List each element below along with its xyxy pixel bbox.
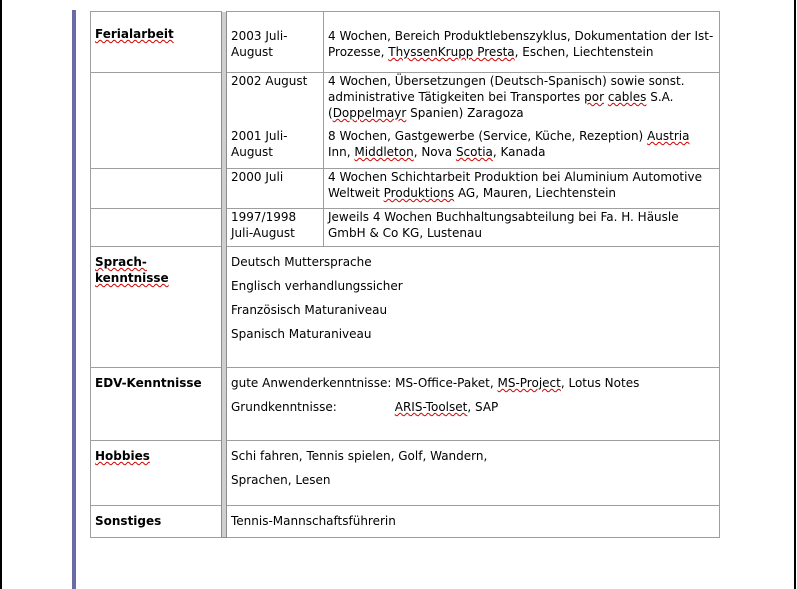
table-row — [91, 506, 720, 538]
edv-text: Grundkenntnisse: — [231, 400, 337, 414]
date-cell — [227, 73, 324, 169]
hobbies-text: Sprachen, Lesen — [231, 473, 331, 487]
description-text: Jeweils 4 Wochen Buchhaltungsabteilung bei Fa. H. Häusle GmbH & Co KG, Lustenau — [328, 210, 679, 240]
table-row — [91, 441, 720, 506]
hobbies-text: Schi fahren, Tennis spielen, Golf, Wandern, — [231, 449, 488, 463]
language-item: Englisch verhandlungssicher — [231, 279, 403, 293]
edv-line — [231, 375, 715, 391]
table-row — [91, 209, 720, 247]
description-block — [328, 128, 715, 160]
date-line: 2002 August — [231, 74, 308, 88]
date-line: August — [231, 145, 273, 159]
languages-cell — [227, 247, 720, 368]
description-text: 4 Wochen, Bereich Produktlebenszyklus, Dokumentation der Ist-Prozesse, — [328, 29, 714, 59]
section-label-cell — [91, 441, 222, 506]
edv-cell — [227, 368, 720, 441]
description-text: , Kanada — [492, 145, 546, 159]
description-cell — [324, 209, 720, 247]
description-cell — [324, 12, 720, 73]
window-left-edge — [0, 0, 2, 589]
edv-text: gute Anwenderkenntnisse: MS-Office-Paket, — [231, 376, 494, 390]
description-text: Scotia — [455, 145, 493, 159]
section-label-cell — [91, 169, 222, 209]
date-line: August — [231, 45, 273, 59]
table-row — [91, 73, 720, 169]
description-text: 8 Wochen, Gastgewerbe (Service, Küche, Rezeption) — [328, 129, 644, 143]
table-row — [91, 368, 720, 441]
edv-text: , SAP — [467, 400, 499, 414]
date-cell — [227, 12, 324, 73]
date-line: 1997/1998 — [231, 210, 297, 224]
description-text: , Nova — [413, 145, 453, 159]
section-label-hobbies: Hobbies — [95, 449, 150, 463]
section-label-cell — [91, 506, 222, 538]
language-item: Deutsch Muttersprache — [231, 255, 372, 269]
date-cell — [227, 209, 324, 247]
sonstiges-cell — [227, 506, 720, 538]
section-label-sprachkenntnisse: Sprach- — [95, 255, 147, 269]
description-text: ThyssenKrupp Presta — [388, 45, 515, 59]
language-item: Französisch Maturaniveau — [231, 303, 388, 317]
section-label-cell — [91, 73, 222, 169]
description-text: 4 Wochen, Übersetzungen (Deutsch-Spanisch) sowie sonst. administrative Tätigkeiten bei Transportes — [328, 74, 685, 104]
section-label-cell — [91, 368, 222, 441]
date-line: Juli-August — [231, 226, 295, 240]
section-label-ferialarbeit: Ferialarbeit — [95, 27, 174, 41]
section-label-cell — [91, 12, 222, 73]
edv-text: MS-Project — [497, 376, 561, 390]
section-label-sprachkenntnisse-2: kenntnisse — [95, 271, 169, 285]
description-text: S.A. ( — [328, 90, 674, 120]
date-line: 2001 Juli- — [231, 129, 288, 143]
description-text: AG, Mauren, Liechtenstein — [457, 186, 617, 200]
edv-text: , Lotus Notes — [560, 376, 640, 390]
section-label-sonstiges: Sonstiges — [95, 514, 162, 528]
description-text: Austria — [647, 129, 690, 143]
description-text: Middleton — [354, 145, 414, 159]
description-text: Doppelmayr — [332, 106, 407, 120]
description-text: Inn, — [328, 145, 351, 159]
table-row — [91, 247, 720, 368]
table-row — [91, 12, 720, 73]
table-row — [91, 169, 720, 209]
section-label-cell — [91, 209, 222, 247]
page-margin-bar — [72, 10, 76, 589]
description-text: , Eschen, Liechtenstein — [514, 45, 654, 59]
date-cell — [227, 169, 324, 209]
section-label-cell — [91, 247, 222, 368]
language-item: Spanisch Maturaniveau — [231, 327, 372, 341]
sonstiges-text: Tennis-Mannschaftsführerin — [231, 514, 396, 528]
description-cell — [324, 73, 720, 169]
description-text: cables — [607, 90, 647, 104]
description-text: 4 Wochen Schichtarbeit Produktion bei Aluminium Automotive Weltweit — [328, 170, 702, 200]
edv-text: ARIS-Toolset — [394, 400, 468, 414]
description-block — [328, 73, 715, 128]
description-text: Spanien) Zaragoza — [410, 106, 524, 120]
window-right-edge — [794, 0, 796, 589]
hobbies-cell — [227, 441, 720, 506]
description-text: por — [584, 90, 605, 104]
cv-table — [90, 11, 720, 538]
description-cell — [324, 169, 720, 209]
date-line: 2003 Juli- — [231, 29, 288, 43]
section-label-edv: EDV-Kenntnisse — [95, 376, 202, 390]
description-text: Produktions — [383, 186, 455, 200]
edv-line — [231, 399, 715, 415]
date-line: 2000 Juli — [231, 170, 284, 184]
